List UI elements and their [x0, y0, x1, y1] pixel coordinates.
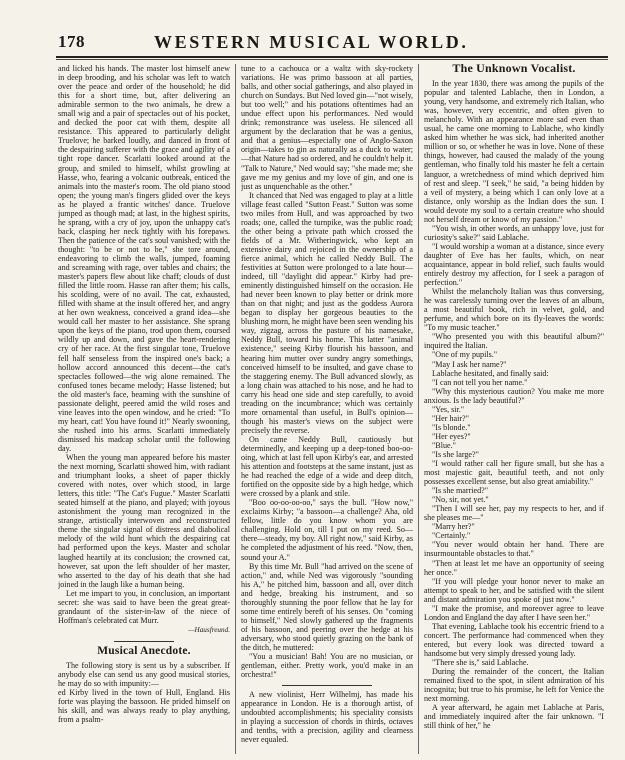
page-header: [58, 30, 606, 56]
col3-paragraph: "Is she married?": [432, 486, 489, 496]
col1-paragraph: When the young man appeared before his master the next morning, Scarlatti showed him, with radiant and triumphant looks, a sheet of paper thickly covered with notes, over which stood, in large letters, this title: "The Cat's Fugue." Master Scarlatti seated himself at the piano, and played; with joyous astonishment the young man recognized in the strange, artistically interwoven and reconstructed theme the singular signal of distress and diabolical melody of the wild hunt which the despairing cat had performed upon the keys. Master and scholar laughed heartily at its conclusion; the crowned cat, however, sat upon the left shoulder of her master, who asserted to the day of his death that she had joined in the laugh like a human being.: [58, 453, 230, 589]
col2-paragraph: It chanced that Ned was engaged to play at a little village feast called "Sutton Feast." Sutton was some two miles from Hull, and was approached by two roads; one, called the turnpike, was the public road; the other being a private path which crossed the fields of a Mr. Witheringwick, who kept an extensive dairy and rejoiced in the ownership of a fierce animal, which he called Neddy Bull. The festivities at Sutton were prolonged to a late hour—indeed, till "daylight did appear." Kirby had pre-eminently distinguished himself on the occasion. He had never been known to play better or drink more than on that night; and just as the goddess Aurora began to display her gorgeous beauties to the blushing morn, he might have been seen wending his way, zigzag, across the pasture of his namesake, Neddy Bull, toward his home. This latter "animal existence," seeing Kirby flourish his bassoon, and hearing him mutter over sundry angry somethings, conceived himself to be insulted, and gave chase to the staggering enemy. The Bull advanced slowly, as a long chain was attached to his nose, and he had to carry his head one side and step carefully, to avoid treading on the incumbrance; which was certainly more ornamental than useful, in Bull's opinion—though his master's views on the subject were precisely the reverse.: [241, 190, 413, 435]
col3-paragraph: During the remainder of the concert, the Italian remained fixed to the spot, in silent admiration of his incognita; but true to his promise, he left for Venice the next morning.: [424, 667, 604, 704]
unknown-vocalist-body: [424, 79, 604, 730]
col3-paragraph: "Is she large?": [432, 449, 479, 459]
col3-paragraph: A year afterward, he again met Lablache at Paris, and immediately inquired after the fair unknown. "I still think of her," he: [424, 703, 604, 731]
col3-paragraph: "Marry her?": [432, 522, 475, 532]
col3-paragraph: In the year 1830, there was among the pupils of the popular and talented Lablache, then in London, a young, very handsome, and extremely rich Italian, who was, however, very eccentric, and often given to melancholy. With an appearance more sad even than usual, he came one morning to Lablache, who kindly asked him whether he was sick, had inherited another million or so, or whether he was in love. None of these things, however, had caused the malady of the young gentleman, who finally told his master he felt a certain languor, a wretchedness of mind which deprived him of rest and sleep. "I seek," he said, "a being hidden by a veil of mystery, a being which I can only love at a distance, only worship as the Indian does the sun. I would devote my soul to a certain creature who should not herself dream or know of my passion.": [424, 79, 604, 224]
column-2: [241, 64, 413, 754]
col2-paragraph: On came Neddy Bull, cautiously but determinedly, and keeping up a deep-toned boo-oo-oing, which at last fell upon Kirby's ear, and arrested his attention and footsteps at the same instant, just as he had reached the edge of a wide and deep ditch, fortified on the opposite side by a high hedge, which were crossed by a plank and stile.: [241, 434, 413, 499]
violinist-note: A new violinist, Herr Wilhelmj, has made his appearance in London. He is a thorough artist, of undoubted accomplishments; his speciality consists in playing a succession of chords in thirds, octaves and tenths, with a precision, agility and clearness never equaled.: [241, 690, 413, 745]
section-divider: [282, 685, 372, 686]
col3-paragraph: "Her eyes?": [432, 431, 471, 441]
col2-paragraph: By this time Mr. Bull "had arrived on the scene of action," and, while Ned was vigorously "sounding his A," he pitched him, bassoon and all, over ditch and hedge, breaking his instrument, and so thoroughly stunning the poor fellow that he lay for some time entirely bereft of his senses. On "coming to himself," Ned slowly gathered up the fragments of his bassoon, and peering over the hedge at his adversary, who stood quietly grazing on the bank of the ditch, he muttered:: [241, 561, 413, 652]
col3-paragraph: "You never would obtain her hand. There are insurmountable obstacles to that.": [424, 540, 604, 559]
col3-paragraph: "Then at least let me have an opportunity of seeing her once.": [424, 558, 604, 577]
column-1: [58, 64, 230, 754]
col1-paragraph: and licked his hands. The master lost himself anew in deep brooding, and his scholar was left to watch over the peace and order of the household; he did this for a short time, but, after delivering an admirable sermon to the two animals, he drew a small wig and a pair of spectacles out of his pocket, and decked the poor cat with them, despite all resistance. This appeared to particularly delight Truelove; he barked loudly, and danced in front of the despairing sufferer with the grace and agility of a tight rope dancer. Scarlatti looked around at the group, and smiled to himself, whilst growling at Hasse, who, fearing a volcanic outbreak, enticed the animals into the master's room. The old piano stood open; the young man's fingers glided over the keys as he played a frantic witches' dance. Truelove jumped as though mad; at last, in the highest spirits, he sprang, with a cry of joy, upon the unhappy cat's back, clasping her neck tightly with his forepaws. Then the patience of the cat's soul vanished; with the thought: "to be or not to be," she tore around, endeavoring to climb the walls, jumped, foaming and screaming with rage, over tables and chairs; the master's papers flew about like chaff; clouds of dust filled the little room. Hasse ran after them; his calls, his scolding, were of no avail. The cat, exhausted, filled with shame at the insult offered her, and angry at her own weakness, conceived a grand idea—she would call her master to her assistance. She sprang upon the keys of the piano, trod upon them, coursed wildly up and down, and gave the heart-rendering cry of her race. At the first singular tone, Truelove fell half senseless from the inspired one's back; a hollow accord announced this decent—the cat's spectacles followed—the wig alone remained. The confused tones became melody; Hasse listened; but the old master's face, beaming with the sunshine of passionate delight, peered amid the wild roses and vine leaves into the open window, and he cried: "To my heart, cat! You have found it!" Nearly swooning, she rushed into his arms. Scarlatti immediately dismissed his madcap scholar until the following day.: [58, 64, 230, 453]
anecdote-intro: The following story is sent us by a subscriber. If anybody else can send us any good musical stories, he may do so with impunity:—: [58, 661, 230, 689]
col3-paragraph: Whilst the melancholy Italian was thus conversing, he was carelessly turning over the leaves of an album, a most beautiful book, rich in velvet, gold, and perfume, and which bore on its fly-leaves the words: "To my music teacher.": [424, 287, 604, 333]
col3-paragraph: Lablache hesitated, and finally said:: [432, 368, 549, 378]
col3-paragraph: "Yes, sir.": [432, 404, 465, 414]
col3-paragraph: "Who presented you with this beautiful album?" inquired the Italian.: [424, 332, 604, 351]
musical-anecdote-title: Musical Anecdote.: [97, 644, 191, 657]
col3-paragraph: "If you will pledge your honor never to make an attempt to speak to her, and be satisfied with the silent and distant admiration you spoke of just now.": [424, 576, 604, 604]
col3-paragraph: "May I ask her name?": [432, 359, 507, 369]
hausfreund-signature: —Hausfreund.: [188, 625, 230, 634]
col2-paragraph: "You a musician! Bah! You are no musician, or gentleman, either. Pretty work, you'd make in an orchestra!": [241, 652, 413, 680]
col3-paragraph: "One of my pupils.": [432, 350, 498, 360]
col3-paragraph: "There she is," said Lablache.: [432, 658, 529, 668]
col3-paragraph: "No, sir, not yet.": [432, 495, 489, 505]
col3-paragraph: "I make the promise, and moreover agree to leave London and England the day after I have seen her.": [424, 603, 604, 622]
page-number: 178: [58, 32, 85, 51]
col3-paragraph: "Why this mysterious caution? You make me more anxious. Is the lady beautiful?": [424, 386, 604, 405]
section-divider: [114, 641, 174, 642]
col3-paragraph: "Her hair?": [432, 413, 469, 423]
anecdote-text: ed Kirby lived in the town of Hull, England. His forte was playing the bassoon. He prided himself on his skill, and was always ready to play anything, from a psalm-: [58, 688, 230, 725]
col1-paragraph: Let me impart to you, in conclusion, an important secret: she was said to have been the great great-grandaunt of the sister-in-law of the niece of Hoffman's celebrated cat Murr.: [58, 588, 230, 625]
col3-paragraph: "I would worship a woman at a distance, since every daughter of Eve has her faults, which, on near acquaintance, appear in bold relief, such faults would entirely destroy my affection, for I seek a paragon of perfection.": [424, 241, 604, 288]
header-rule: [56, 56, 608, 58]
col3-paragraph: "You wish, in other words, an unhappy love, just for curiosity's sake?" said Lablache.: [424, 223, 604, 242]
column-3: [424, 64, 604, 754]
col3-paragraph: "I can not tell you her name.": [432, 377, 528, 387]
col2-paragraph: "Boo oo-oo-oo-oo," says the bull. "How now," exclaims Kirby; "a bassoon—a challenge? Aha, old fellow, little do you know whom you are challenging. Hold on, till I put on my reed. So—there—steady, my boy. All right now," said Kirby, as he completed the adjustment of his reed. "Now, then, sound your A.": [241, 498, 413, 562]
running-title: WESTERN MUSICAL WORLD.: [154, 32, 469, 52]
column-divider-left: [235, 64, 236, 754]
header-rule-thin: [56, 59, 608, 60]
col3-paragraph: "Blue.": [432, 440, 456, 450]
unknown-vocalist-title: The Unknown Vocalist.: [452, 64, 576, 75]
col3-paragraph: That evening, Lablache took his eccentric friend to a concert. The performance had commenced when they entered, but every look was directed toward a handsome but very simply dressed young lady.: [424, 621, 604, 658]
col3-paragraph: "I would rather call her figure small, but she has a most majestic gait, beautiful teeth, and not only possesses excellent sense, but also great amiability.": [424, 459, 604, 487]
col3-paragraph: "Is blonde.": [432, 422, 471, 432]
column-divider-right: [418, 64, 419, 754]
col2-paragraph: tune to a cachouca or a waltz with sky-rockety variations. He was primo bassoon at all parties, balls, and other social gatherings, and also played in church on Sundays. But Ned loved gin—"not wisely, but too well;" and his potations oftentimes had an undue effect upon his performances. Ned would drink; remonstrance was useless. He silenced all argument by the declaration that he was a genius, and that a genius—especially one of Anglo-Saxon origin—takes to gin as naturally as a duck to water;—that Nature had so ordered, and he couldn't help it. "Talk to Nature," Ned would say; "she made me; she gave me my genius and my love of gin, and one is just as unquenchable as the other.": [241, 64, 413, 191]
col3-paragraph: "Certainly.": [432, 531, 471, 541]
col3-paragraph: "Then I will see her, pay my respects to her, and if she pleases me—": [424, 504, 604, 523]
